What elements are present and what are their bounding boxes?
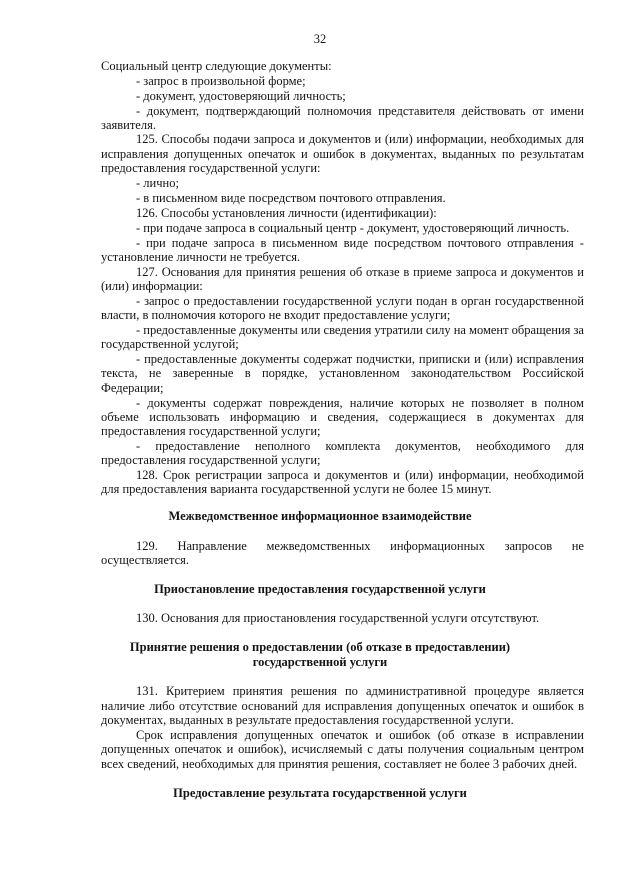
word: допущенных (101, 742, 170, 756)
section-heading: Межведомственное информационное взаимодействие (168, 509, 472, 523)
text-line: 126. Способы установления личности (идентификации): (136, 206, 437, 220)
word: позволяет (471, 396, 525, 410)
word: в (359, 147, 366, 161)
word: сведения (323, 323, 372, 337)
word: подчистки, (356, 352, 415, 366)
word: - (136, 352, 141, 366)
section-heading: Принятие решения о предоставлении (об отказе в предоставлении) (129, 640, 511, 654)
word: от (532, 104, 544, 118)
word: опечаток (174, 742, 222, 756)
word: отправления (507, 236, 574, 250)
word: использовать (149, 410, 220, 424)
text-line: - документ, удостоверяющий личность; (136, 89, 346, 103)
word: Основания (161, 265, 220, 279)
word: порядке, (261, 366, 308, 380)
word: опечаток (469, 699, 518, 713)
word: наличие (349, 396, 394, 410)
word: - (136, 323, 141, 337)
word: запроса (213, 236, 255, 250)
word: необходимых (490, 132, 562, 146)
word: принятия (245, 265, 296, 279)
word: которых (400, 396, 445, 410)
word: отказе (366, 265, 400, 279)
word: посредством (374, 236, 442, 250)
word: - (136, 104, 141, 118)
word: и (310, 410, 317, 424)
word: исправления (324, 699, 393, 713)
word: подан (416, 294, 448, 308)
word: и (298, 132, 306, 146)
word: является (538, 684, 584, 698)
word: и (500, 265, 508, 279)
text-line: предоставления государственной услуги; (101, 453, 321, 467)
word: текста, (101, 366, 138, 380)
text-line: (или) информации: (101, 279, 203, 293)
word: не (148, 366, 162, 380)
word: утратили (374, 323, 423, 337)
word: решения (299, 265, 346, 279)
word: информации, (416, 132, 487, 146)
word: действовать (461, 104, 526, 118)
text-line: заявителя. (101, 118, 156, 132)
word: законодательством (411, 366, 512, 380)
text-line (136, 236, 584, 250)
word: и (393, 468, 400, 482)
word: имени (550, 104, 584, 118)
word: отсутствие (179, 699, 238, 713)
text-line (101, 147, 584, 161)
word: запрос (144, 294, 180, 308)
word: силу (425, 323, 451, 337)
word: полномочия (307, 104, 372, 118)
word: государственной (283, 294, 373, 308)
word: и (226, 742, 234, 756)
word: приписки (418, 352, 471, 366)
word: исчисляемый (291, 742, 363, 756)
section-heading: государственной услуги (252, 655, 388, 669)
text-line: - запрос в произвольной форме; (136, 74, 306, 88)
word: - (136, 294, 141, 308)
word: документах, (371, 147, 437, 161)
word: на (453, 323, 466, 337)
word: в (451, 294, 458, 308)
text-line: власти, в полномочия которого не входит предоставление услуги; (101, 308, 451, 322)
word: предоставленные (144, 352, 237, 366)
text-line: - лично; (136, 176, 179, 190)
word: не (451, 396, 465, 410)
word: предоставлении (193, 294, 280, 308)
word: об (349, 265, 363, 279)
text-line: 130. Основания для приостановления государственной услуги отсутствуют. (136, 611, 540, 625)
word: за (573, 323, 584, 337)
text-line: государственной услугой; (101, 337, 239, 351)
word: документов (511, 265, 574, 279)
word: в (476, 410, 483, 424)
word: социальным (468, 742, 535, 756)
word: документах (492, 410, 556, 424)
text-line (136, 468, 584, 482)
word: по (501, 147, 515, 161)
word: запросов (504, 539, 553, 553)
word: запроса (455, 265, 497, 279)
section-heading: Предоставление результата государственной услуги (173, 786, 467, 800)
text-line: Социальный центр следующие документы: (101, 59, 332, 73)
word: виде (343, 236, 369, 250)
word: допущенных (173, 147, 243, 161)
word: процедуре (474, 684, 530, 698)
word: для (302, 699, 321, 713)
word: исправления (101, 147, 169, 161)
text-line (136, 684, 584, 698)
text-line (136, 265, 584, 279)
word: и (313, 468, 321, 482)
word: Направление (177, 539, 247, 553)
word: обращения (511, 323, 571, 337)
text-line (101, 742, 584, 756)
word: ошибок (389, 728, 431, 742)
word: (или) (384, 132, 413, 146)
word: опечаток (320, 728, 369, 742)
word: информационных (390, 539, 485, 553)
word: Срок (136, 728, 163, 742)
word: комплекта (325, 439, 381, 453)
text-line: для предоставления варианта государственной услуги не более 15 минут. (101, 482, 492, 496)
word: - (136, 396, 141, 410)
text-line (136, 539, 584, 553)
text-line (136, 294, 584, 308)
word: объеме (101, 410, 139, 424)
word: приеме (413, 265, 452, 279)
word: (об (437, 728, 455, 742)
word: подачи (213, 132, 251, 146)
word: 129. (136, 539, 158, 553)
text-line: предоставления государственной услуги: (101, 161, 321, 175)
word: необходимого (476, 439, 551, 453)
word: - (136, 236, 141, 250)
word: в (244, 366, 251, 380)
word: принятия (232, 684, 283, 698)
word: государственной (494, 294, 584, 308)
word: документов, (395, 439, 461, 453)
word: орган (461, 294, 491, 308)
word: необходимой (513, 468, 584, 482)
word: и (300, 147, 308, 161)
text-line (136, 132, 584, 146)
word: даты (377, 742, 403, 756)
word: 127. (136, 265, 158, 279)
word: документов (325, 468, 388, 482)
word: информацию (229, 410, 300, 424)
word: допущенных (244, 728, 314, 742)
text-line (101, 410, 584, 424)
text-line: установление личности не требуется. (101, 250, 301, 264)
word: и (521, 699, 529, 713)
word: услуги (376, 294, 413, 308)
word: запроса (267, 468, 309, 482)
text-line (136, 439, 584, 453)
word: документы (239, 323, 298, 337)
word: запроса (253, 132, 295, 146)
word: - (579, 236, 584, 250)
word: допущенных (396, 699, 466, 713)
word: для (565, 132, 584, 146)
word: отказе (461, 728, 496, 742)
word: либо (149, 699, 175, 713)
word: сведения, (327, 410, 379, 424)
text-line (136, 323, 584, 337)
word: 125. (136, 132, 158, 146)
word: не (571, 539, 584, 553)
word: исправления (516, 352, 584, 366)
text-line (101, 366, 584, 380)
word: для (565, 439, 584, 453)
word: 128. (136, 468, 158, 482)
text-line (136, 396, 584, 410)
word: получения (407, 742, 464, 756)
word: или (300, 323, 321, 337)
word: полном (544, 396, 584, 410)
word: документы (240, 352, 300, 366)
word: опечаток (248, 147, 296, 161)
word: подаче (171, 236, 208, 250)
word: центром (539, 742, 584, 756)
word: документы (147, 396, 206, 410)
word: ошибок), (238, 742, 287, 756)
text-line: осуществляется. (101, 553, 190, 567)
word: исправлении (515, 728, 584, 742)
text-line: документах, выданных в результате предоставления государственной услуги. (101, 713, 514, 727)
word: информации, (438, 468, 509, 482)
word: для (565, 410, 584, 424)
word: содержащиеся (388, 410, 467, 424)
word: заверенные (172, 366, 234, 380)
word: в (403, 265, 410, 279)
word: содержат (213, 396, 263, 410)
word: в (531, 396, 538, 410)
text-line (136, 728, 584, 742)
word: Критерием (165, 684, 225, 698)
word: о (183, 294, 190, 308)
text-line: Федерации; (101, 381, 164, 395)
word: Способы (161, 132, 210, 146)
word: и (374, 132, 382, 146)
word: (или) (484, 352, 513, 366)
word: Российской (522, 366, 584, 380)
word: (или) (405, 468, 434, 482)
word: в (260, 236, 267, 250)
word: предоставленные (143, 323, 237, 337)
text-line (136, 352, 584, 366)
page-number: 32 (313, 32, 327, 46)
word: и (375, 728, 383, 742)
word: предоставление (155, 439, 240, 453)
word: документов (308, 132, 371, 146)
text-line: - при подаче запроса в социальный центр - документ, удостоверяющий личность. (136, 221, 570, 235)
word: повреждения, (269, 396, 343, 410)
word: оснований (241, 699, 298, 713)
text-line: всех сведений, необходимых для принятия решения, составляет не более 3 рабочих дней. (101, 757, 578, 771)
word: и (577, 265, 584, 279)
word: документ, (146, 104, 200, 118)
word: выданных (442, 147, 497, 161)
word: наличие (101, 699, 145, 713)
word: регистрации (195, 468, 263, 482)
section-heading: Приостановление предоставления государственной услуги (154, 582, 486, 596)
word: межведомственных (266, 539, 371, 553)
text-line: - в письменном виде посредством почтового отправления. (136, 191, 446, 205)
word: момент (469, 323, 509, 337)
word: Срок (163, 468, 191, 482)
text-line: предоставления государственной услуги; (101, 424, 321, 438)
word: 131. (136, 684, 158, 698)
word: при (146, 236, 166, 250)
text-line (136, 104, 584, 118)
word: письменном (272, 236, 338, 250)
word: подтверждающий (205, 104, 301, 118)
word: представителя (378, 104, 456, 118)
word: почтового (447, 236, 502, 250)
word: административной (366, 684, 467, 698)
word: ошибок (313, 147, 355, 161)
word: с (367, 742, 373, 756)
word: - (136, 439, 141, 453)
word: и (474, 352, 481, 366)
word: в (502, 728, 509, 742)
word: содержат (303, 352, 353, 366)
text-line (101, 699, 584, 713)
word: ошибок (532, 699, 574, 713)
word: решения (290, 684, 337, 698)
word: по (344, 684, 358, 698)
word: установленном (318, 366, 400, 380)
word: в (578, 699, 584, 713)
word: неполного (254, 439, 311, 453)
word: исправления (170, 728, 238, 742)
word: результатам (520, 147, 584, 161)
word: для (223, 265, 242, 279)
